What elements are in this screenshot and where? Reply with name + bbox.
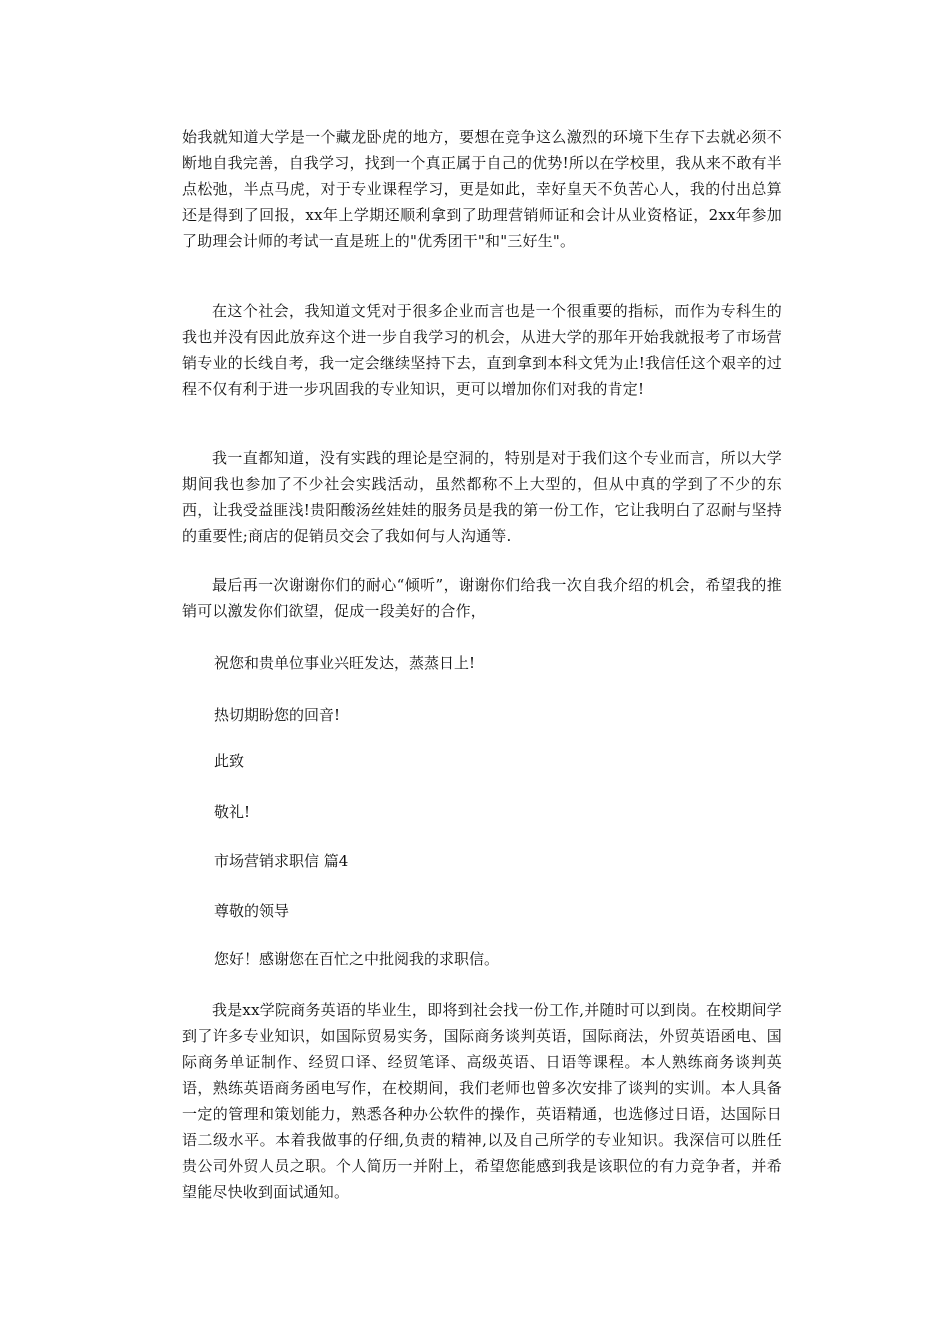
paragraph-thanks: 最后再一次谢谢你们的耐心“倾听”，谢谢你们给我一次自我介绍的机会，希望我的推销可以激发你们欲望，促成一段美好的合作，	[182, 576, 782, 620]
paragraph-introduction: 我是xx学院商务英语的毕业生，即将到社会找一份工作,并随时可以到岗。在校期间学到了许多专业知识，如国际贸易实务，国际商务谈判英语，国际商法，外贸英语函电、国际商务单证制作、经贸口译、经贸笔译、高级英语、日语等课程。本人熟练商务谈判英语，熟练英语商务函电写作，在校期间，我们老师也曾多次安排了谈判的实训。本人具备一定的管理和策划能力，熟悉各种办公软件的操作，英语精通，也选修过日语，达国际日语二级水平。本着我做事的仔细,负责的精神,以及自己所学的专业知识。我深信可以胜任贵公司外贸人员之职。个人简历一并附上，希望您能感到我是该职位的有力竞争者，并希望能尽快收到面试通知。	[182, 1001, 782, 1201]
section-heading: 市场营销求职信 篇4	[214, 852, 349, 870]
paragraph-academic-effort: 始我就知道大学是一个藏龙卧虎的地方，要想在竞争这么激烈的环境下生存下去就必须不断地自我完善，自我学习，找到一个真正属于自己的优势!所以在学校里，我从来不敢有半点松弛，半点马虎，对于专业课程学习，更是如此，幸好皇天不负苦心人，我的付出总算还是得到了回报，xx年上学期还顺利拿到了助理营销师证和会计从业资格证，2xx年参加了助理会计师的考试一直是班上的"优秀团干"和"三好生"。	[182, 128, 782, 250]
closing-jingli: 敬礼!	[214, 803, 251, 821]
paragraph-self-study: 在这个社会，我知道文凭对于很多企业而言也是一个很重要的指标，而作为专科生的我也并没有因此放弃这个进一步自我学习的机会，从进大学的那年开始我就报考了市场营销专业的长线自考，我一定会继续坚持下去，直到拿到本科文凭为止!我信任这个艰辛的过程不仅有利于进一步巩固我的专业知识，更可以增加你们对我的肯定!	[182, 302, 782, 398]
letter-greeting: 您好！感谢您在百忙之中批阅我的求职信。	[214, 950, 500, 968]
letter-salutation: 尊敬的领导	[214, 902, 290, 920]
closing-await-reply: 热切期盼您的回音!	[214, 706, 341, 724]
closing-wish: 祝您和贵单位事业兴旺发达，蒸蒸日上!	[214, 654, 476, 672]
closing-cizhi: 此致	[214, 752, 245, 770]
paragraph-practice: 我一直都知道，没有实践的理论是空洞的，特别是对于我们这个专业而言，所以大学期间我也参加了不少社会实践活动，虽然都称不上大型的，但从中真的学到了不少的东西，让我受益匪浅!贵阳酸汤丝娃娃的服务员是我的第一份工作，它让我明白了忍耐与坚持的重要性;商店的促销员交会了我如何与人沟通等.	[182, 449, 782, 545]
